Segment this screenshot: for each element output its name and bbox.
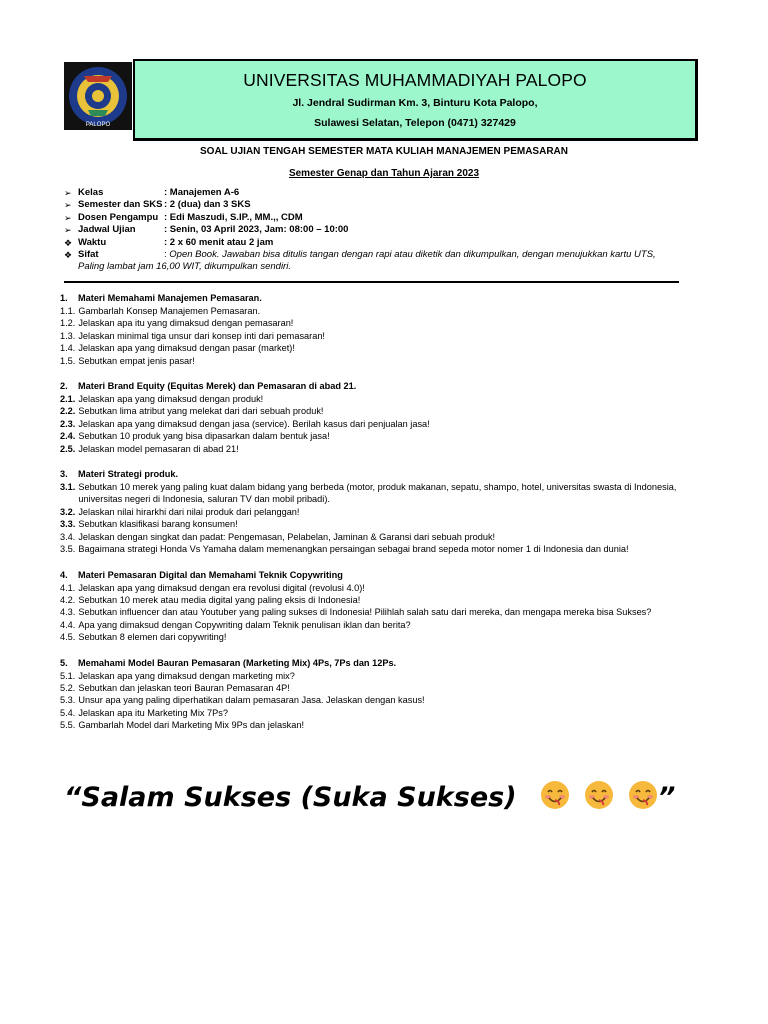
question-item <box>60 694 710 706</box>
question-text: Jelaskan apa itu yang dimaksud dengan pemasaran! <box>78 318 294 329</box>
semester-line: Semester Genap dan Tahun Ajaran 2023 <box>288 168 480 179</box>
header-box <box>133 59 698 141</box>
info-label: Waktu <box>78 236 107 248</box>
question-number: 1.3. <box>60 330 76 341</box>
info-value: : Edi Maszudi, S.IP., MM.,, CDM <box>164 211 303 223</box>
section-heading <box>60 569 710 582</box>
question-text: Sebutkan klasifikasi barang konsumen! <box>78 519 238 530</box>
section-title: Materi Brand Equity (Equitas Merek) dan Pemasaran di abad 21. <box>78 381 357 392</box>
question-item <box>60 518 710 530</box>
question-text: Bagaimana strategi Honda Vs Yamaha dalam memenangkan persaingan sebagai brand sepeda motor nomer 1 di Indonesia dan dunia! <box>78 544 629 555</box>
info-value: : 2 (dua) dan 3 SKS <box>164 199 251 211</box>
question-number: 1.5. <box>60 355 76 366</box>
question-number: 5.4. <box>60 707 76 718</box>
arrow-bullet-icon: ➢ <box>64 225 72 236</box>
question-item <box>60 481 710 506</box>
info-row-semester <box>64 199 704 211</box>
question-number: 1.4. <box>60 343 76 354</box>
question-number: 5.2. <box>60 682 76 693</box>
question-number: 4.1. <box>60 582 76 593</box>
info-row-kelas <box>64 187 704 199</box>
section-title: Materi Pemasaran Digital dan Memahami Teknik Copywriting <box>78 569 343 580</box>
section-number: 1. <box>60 293 68 303</box>
question-text: Jelaskan model pemasaran di abad 21! <box>78 443 239 454</box>
question-item <box>60 670 710 682</box>
question-number: 4.3. <box>60 607 76 618</box>
question-item <box>60 682 710 694</box>
smiling-face-icon <box>540 780 570 817</box>
question-item <box>60 582 710 594</box>
question-section <box>60 380 710 455</box>
question-item <box>60 506 710 518</box>
question-item <box>60 430 710 442</box>
question-item <box>60 418 710 430</box>
question-text: Jelaskan nilai hirarkhi dari nilai produk dari pelanggan! <box>78 506 300 517</box>
question-number: 2.4. <box>60 431 76 442</box>
question-text: Gambarlah Model dari Marketing Mix 9Ps dan jelaskan! <box>78 720 305 731</box>
question-text: Apa yang dimaksud dengan Copywriting dalam Teknik penulisan iklan dan berita? <box>78 619 411 630</box>
question-number: 4.4. <box>60 619 76 630</box>
question-number: 5.1. <box>60 670 76 681</box>
question-number: 1.1. <box>60 306 76 316</box>
info-value: : Manajemen A-6 <box>164 187 240 198</box>
question-text: Jelaskan apa yang dimaksud dengan era revolusi digital (revolusi 4.0)! <box>78 582 365 593</box>
question-item <box>60 342 710 354</box>
question-text: Sebutkan 10 merek atau media digital yang paling eksis di Indonesia! <box>78 594 361 605</box>
diamond-bullet-icon: ❖ <box>64 237 73 248</box>
section-heading <box>60 657 710 670</box>
section-number: 4. <box>60 569 68 580</box>
info-row-jadwal <box>64 224 704 236</box>
question-item <box>60 606 710 618</box>
question-section <box>60 468 710 555</box>
section-title: Materi Strategi produk. <box>78 469 179 480</box>
question-text: Jelaskan apa itu Marketing Mix 7Ps? <box>78 707 228 718</box>
question-number: 2.2. <box>60 406 76 417</box>
info-label: Sifat <box>78 249 99 261</box>
section-heading <box>60 468 710 481</box>
question-item <box>60 330 710 342</box>
question-text: Unsur apa yang paling diperhatikan dalam pemasaran Jasa. Jelaskan dengan kasus! <box>78 695 425 706</box>
question-item <box>60 707 710 719</box>
question-number: 3.2. <box>60 506 76 517</box>
logo-caption: PALOPO <box>85 122 111 128</box>
sifat-text-line-1: Open Book. Jawaban bisa ditulis tangan dengan rapi atau diketik dan dikumpulkan, dengan menujukkan kartu UTS, <box>169 249 656 261</box>
question-number: 3.1. <box>60 482 76 493</box>
section-number: 2. <box>60 381 68 392</box>
question-text: Jelaskan apa yang dimaksud dengan pasar (market)! <box>78 343 295 354</box>
question-section <box>60 657 710 732</box>
question-text: Sebutkan lima atribut yang melekat dari dari sebuah produk! <box>78 406 324 417</box>
arrow-bullet-icon: ➢ <box>64 200 72 211</box>
diamond-bullet-icon: ❖ <box>64 250 73 261</box>
question-item <box>60 355 710 367</box>
question-item <box>60 393 710 405</box>
question-number: 2.5. <box>60 443 76 454</box>
section-number: 3. <box>60 469 68 480</box>
info-label: Semester dan SKS <box>78 199 163 211</box>
question-item <box>60 305 710 317</box>
question-text: Gambarlah Konsep Manajemen Pemasaran. <box>78 306 261 316</box>
arrow-bullet-icon: ➢ <box>64 212 72 223</box>
close-quote: ” <box>657 782 676 813</box>
question-number: 2.1. <box>60 394 76 405</box>
question-text: Jelaskan dengan singkat dan padat: Pengemasan, Pelabelan, Jaminan & Garansi dari sebuah produk! <box>78 531 496 542</box>
question-item <box>60 405 710 417</box>
info-row-dosen <box>64 212 704 224</box>
info-value <box>164 249 704 261</box>
question-text: Sebutkan 10 merek yang paling kuat dalam bidang yang berbeda (motor, produk makanan, sepatu, shampo, hotel, universitas swasta di Indonesia, universitas negeri di Indonesia, saluran TV dan mobil pribadi). <box>78 482 677 505</box>
closing-greeting <box>64 780 675 817</box>
question-item <box>60 317 710 329</box>
exam-title: SOAL UJIAN TENGAH SEMESTER MATA KULIAH MANAJEMEN PEMASARAN <box>200 146 568 157</box>
question-number: 4.5. <box>60 632 76 643</box>
section-title: Materi Memahami Manajemen Pemasaran. <box>78 293 262 303</box>
question-item <box>60 619 710 631</box>
question-item <box>60 594 710 606</box>
question-text: Jelaskan apa yang dimaksud dengan produk! <box>78 394 264 405</box>
question-item <box>60 443 710 455</box>
question-number: 5.3. <box>60 695 76 706</box>
address-line-2: Sulawesi Selatan, Telepon (0471) 327429 <box>314 117 516 129</box>
question-number: 4.2. <box>60 594 76 605</box>
question-text: Sebutkan 8 elemen dari copywriting! <box>78 632 227 643</box>
smiling-face-icon <box>584 780 614 817</box>
question-item <box>60 543 710 555</box>
question-item <box>60 531 710 543</box>
question-number: 2.3. <box>60 418 76 429</box>
section-title: Memahami Model Bauran Pemasaran (Marketing Mix) 4Ps, 7Ps dan 12Ps. <box>78 657 397 668</box>
university-name: UNIVERSITAS MUHAMMADIYAH PALOPO <box>243 70 587 90</box>
question-text: Jelaskan minimal tiga unsur dari konsep inti dari pemasaran! <box>78 330 325 341</box>
info-label: Dosen Pengampu <box>78 211 159 223</box>
university-logo <box>64 62 132 130</box>
question-item <box>60 719 710 731</box>
info-value: : Senin, 03 April 2023, Jam: 08:00 – 10:00 <box>164 224 349 236</box>
info-value: : 2 x 60 menit atau 2 jam <box>164 236 274 248</box>
section-heading <box>60 292 710 305</box>
question-list <box>60 292 710 745</box>
info-label: Kelas <box>78 187 104 198</box>
question-text: Jelaskan apa yang dimaksud dengan jasa (service). Berilah kasus dari penjualan jasa! <box>78 418 430 429</box>
question-number: 3.4. <box>60 531 76 542</box>
open-quote: “ <box>64 782 82 813</box>
question-number: 1.2. <box>60 318 76 329</box>
smiling-face-icon <box>628 780 658 817</box>
section-number: 5. <box>60 657 68 668</box>
address-line-1: Jl. Jendral Sudirman Km. 3, Binturu Kota Palopo, <box>292 97 538 109</box>
greeting-text: Salam Sukses (Suka Sukses) <box>81 782 517 813</box>
sifat-colon: : <box>164 249 170 261</box>
question-text: Jelaskan apa yang dimaksud dengan marketing mix? <box>78 670 295 681</box>
question-section <box>60 569 710 644</box>
info-row-waktu <box>64 237 704 249</box>
info-label: Jadwal Ujian <box>78 224 136 236</box>
arrow-bullet-icon: ➢ <box>64 188 72 198</box>
question-number: 3.3. <box>60 519 76 530</box>
divider <box>64 281 679 283</box>
info-row-sifat <box>64 249 704 261</box>
question-item <box>60 631 710 643</box>
question-number: 5.5. <box>60 720 76 731</box>
question-text: Sebutkan empat jenis pasar! <box>78 355 195 366</box>
question-number: 3.5. <box>60 544 76 555</box>
question-text: Sebutkan influencer dan atau Youtuber yang paling sukses di Indonesia! Pilihlah salah satu dari mereka, dan mengapa mereka bisa Sukses? <box>78 607 652 618</box>
question-text: Sebutkan dan jelaskan teori Bauran Pemasaran 4P! <box>78 682 290 693</box>
section-heading <box>60 380 710 393</box>
sifat-text-line-2: Paling lambat jam 16,00 WIT, dikumpulkan sendiri. <box>78 261 291 273</box>
question-text: Sebutkan 10 produk yang bisa dipasarkan dalam bentuk jasa! <box>78 431 330 442</box>
question-section <box>60 292 710 367</box>
exam-info <box>64 187 704 274</box>
